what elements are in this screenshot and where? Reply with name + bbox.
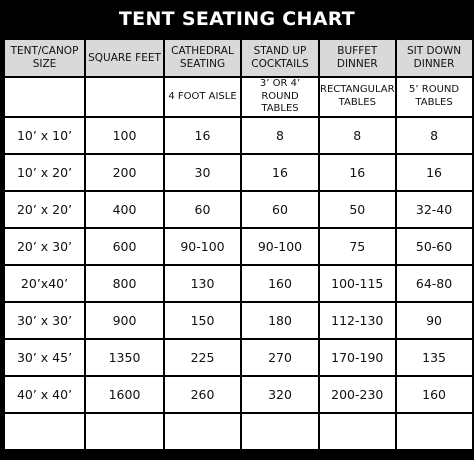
table-cell: 1350 bbox=[85, 339, 164, 376]
table-cell: 400 bbox=[85, 191, 164, 228]
table-cell: 900 bbox=[85, 302, 164, 339]
table-cell: 90-100 bbox=[241, 228, 319, 265]
table-cell: 10’ x 20’ bbox=[4, 154, 85, 191]
table-row bbox=[4, 191, 473, 228]
table-cell: 16 bbox=[396, 154, 473, 191]
table-cell: 8 bbox=[396, 117, 473, 154]
table-cell: 160 bbox=[396, 376, 473, 413]
table-row bbox=[4, 117, 473, 154]
table-cell: 30 bbox=[164, 154, 241, 191]
chart-title: TENT SEATING CHART bbox=[118, 8, 356, 30]
table-cell: 225 bbox=[164, 339, 241, 376]
table-row bbox=[4, 154, 473, 191]
table-cell: 20’ x 20’ bbox=[4, 191, 85, 228]
table-cell: 600 bbox=[85, 228, 164, 265]
table-cell: 60 bbox=[241, 191, 319, 228]
column-subheader: RECTANGULAR TABLES bbox=[319, 77, 396, 117]
column-subheader: 5’ ROUND TABLES bbox=[396, 77, 473, 117]
table-cell: 8 bbox=[319, 117, 396, 154]
table-row-empty bbox=[4, 413, 473, 450]
table-cell: 8 bbox=[241, 117, 319, 154]
table-cell: 170-190 bbox=[319, 339, 396, 376]
seating-table bbox=[3, 38, 474, 451]
table-cell bbox=[164, 413, 241, 450]
table-cell: 150 bbox=[164, 302, 241, 339]
table-cell: 50-60 bbox=[396, 228, 473, 265]
table-cell: 32-40 bbox=[396, 191, 473, 228]
table-cell: 20’x40’ bbox=[4, 265, 85, 302]
column-header: CATHEDRAL SEATING bbox=[164, 39, 241, 77]
table-cell bbox=[4, 413, 85, 450]
table-cell: 270 bbox=[241, 339, 319, 376]
table-cell: 10’ x 10’ bbox=[4, 117, 85, 154]
table-cell: 112-130 bbox=[319, 302, 396, 339]
table-row bbox=[4, 339, 473, 376]
table-cell: 135 bbox=[396, 339, 473, 376]
column-header: STAND UP COCKTAILS bbox=[241, 39, 319, 77]
table-cell bbox=[241, 413, 319, 450]
table-cell: 200-230 bbox=[319, 376, 396, 413]
table-cell: 20’ x 30’ bbox=[4, 228, 85, 265]
table-row bbox=[4, 265, 473, 302]
column-subheader: 3’ OR 4’ ROUND TABLES bbox=[241, 77, 319, 117]
table-cell: 90-100 bbox=[164, 228, 241, 265]
column-header: TENT/CANOP SIZE bbox=[4, 39, 85, 77]
table-cell: 800 bbox=[85, 265, 164, 302]
column-subheader bbox=[85, 77, 164, 117]
table-cell bbox=[319, 413, 396, 450]
table-cell: 16 bbox=[164, 117, 241, 154]
table-cell: 16 bbox=[319, 154, 396, 191]
table-cell: 130 bbox=[164, 265, 241, 302]
table-row bbox=[4, 228, 473, 265]
table-cell: 75 bbox=[319, 228, 396, 265]
table-cell: 60 bbox=[164, 191, 241, 228]
column-header: SIT DOWN DINNER bbox=[396, 39, 473, 77]
table-cell: 40’ x 40’ bbox=[4, 376, 85, 413]
column-header: SQUARE FEET bbox=[85, 39, 164, 77]
table-cell: 30’ x 30’ bbox=[4, 302, 85, 339]
table-cell: 100 bbox=[85, 117, 164, 154]
table-cell: 1600 bbox=[85, 376, 164, 413]
subheader-row bbox=[4, 77, 473, 117]
column-subheader: 4 FOOT AISLE bbox=[164, 77, 241, 117]
column-header: BUFFET DINNER bbox=[319, 39, 396, 77]
table-cell: 30’ x 45’ bbox=[4, 339, 85, 376]
table-cell: 320 bbox=[241, 376, 319, 413]
table-row bbox=[4, 302, 473, 339]
table-cell: 100-115 bbox=[319, 265, 396, 302]
table-cell: 260 bbox=[164, 376, 241, 413]
table-cell: 90 bbox=[396, 302, 473, 339]
header-row bbox=[4, 39, 473, 77]
table-cell: 64-80 bbox=[396, 265, 473, 302]
table-cell: 200 bbox=[85, 154, 164, 191]
table-cell: 160 bbox=[241, 265, 319, 302]
table-cell: 50 bbox=[319, 191, 396, 228]
table-cell bbox=[85, 413, 164, 450]
column-subheader bbox=[4, 77, 85, 117]
table-cell: 180 bbox=[241, 302, 319, 339]
table-cell bbox=[396, 413, 473, 450]
table-cell: 16 bbox=[241, 154, 319, 191]
table-row bbox=[4, 376, 473, 413]
